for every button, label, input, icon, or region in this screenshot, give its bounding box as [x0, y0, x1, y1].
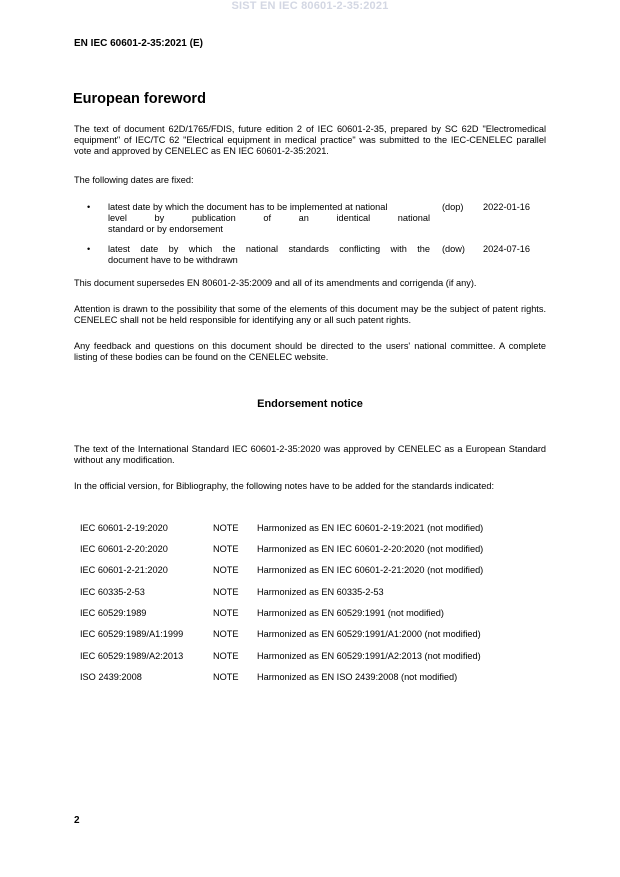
note-text: Harmonized as EN IEC 60601-2-20:2020 (not modified)	[257, 544, 484, 554]
note-label: NOTE	[213, 565, 239, 575]
note-row	[80, 565, 550, 577]
note-row	[80, 629, 550, 641]
note-standard: IEC 60335-2-53	[80, 587, 145, 597]
note-label: NOTE	[213, 544, 239, 554]
watermark: SIST EN IEC 80601-2-35:2021	[231, 0, 389, 12]
note-label: NOTE	[213, 672, 239, 682]
notes-intro: In the official version, for Bibliography, the following notes have to be added for the standards indicated:	[74, 481, 494, 491]
foreword-title: European foreword	[73, 91, 206, 107]
note-standard: IEC 60601-2-20:2020	[80, 544, 168, 554]
note-standard: IEC 60529:1989	[80, 608, 147, 618]
note-label: NOTE	[213, 651, 239, 661]
date-item-text: level by publication of an identical national standard or by endorsement	[108, 213, 430, 234]
date-value: 2022-01-16	[483, 202, 530, 212]
dates-intro: The following dates are fixed:	[74, 175, 194, 185]
note-standard: ISO 2439:2008	[80, 672, 142, 682]
document-header: EN IEC 60601-2-35:2021 (E)	[74, 38, 203, 49]
note-row	[80, 672, 550, 684]
note-text: Harmonized as EN 60529:1991 (not modified)	[257, 608, 444, 618]
note-row	[80, 587, 550, 599]
note-standard: IEC 60529:1989/A2:2013	[80, 651, 184, 661]
note-label: NOTE	[213, 523, 239, 533]
note-row	[80, 544, 550, 556]
note-text: Harmonized as EN 60529:1991/A1:2000 (not modified)	[257, 629, 481, 639]
note-label: NOTE	[213, 608, 239, 618]
date-code: (dow)	[442, 244, 465, 254]
note-label: NOTE	[213, 587, 239, 597]
note-text: Harmonized as EN 60529:1991/A2:2013 (not modified)	[257, 651, 481, 661]
note-row	[80, 651, 550, 663]
bullet-icon: •	[87, 244, 91, 254]
note-row	[80, 523, 550, 535]
date-item-text: latest date by which the national standards conflicting with the document have to be withdrawn	[108, 244, 430, 265]
date-value: 2024-07-16	[483, 244, 530, 254]
note-standard: IEC 60529:1989/A1:1999	[80, 629, 184, 639]
feedback-paragraph: Any feedback and questions on this document should be directed to the users' national committee. A complete listing of these bodies can be found on the CENELEC website.	[74, 341, 546, 362]
foreword-intro: The text of document 62D/1765/FDIS, future edition 2 of IEC 60601-2-35, prepared by SC 62D "Electromedical equipment" of IEC/TC 62 "Electrical equipment in medical practice" was submitted to the IEC-CENELEC parallel vote and approved by CENELEC as EN IEC 60601-2-35:2021.	[74, 124, 546, 156]
note-row	[80, 608, 550, 620]
note-standard: IEC 60601-2-21:2020	[80, 565, 168, 575]
note-text: Harmonized as EN ISO 2439:2008 (not modified)	[257, 672, 458, 682]
page-number: 2	[74, 815, 80, 826]
date-code: (dop)	[442, 202, 464, 212]
date-item-text: latest date by which the document has to be implemented at national	[108, 202, 388, 212]
endorsement-title: Endorsement notice	[257, 398, 363, 410]
supersedes-paragraph: This document supersedes EN 80601-2-35:2009 and all of its amendments and corrigenda (if any).	[74, 278, 477, 288]
note-text: Harmonized as EN 60335-2-53	[257, 587, 384, 597]
endorsement-text: The text of the International Standard IEC 60601-2-35:2020 was approved by CENELEC as a European Standard without any modification.	[74, 444, 546, 465]
bullet-icon: •	[87, 202, 91, 212]
note-text: Harmonized as EN IEC 60601-2-21:2020 (not modified)	[257, 565, 484, 575]
patent-paragraph: Attention is drawn to the possibility that some of the elements of this document may be the subject of patent rights. CENELEC shall not be held responsible for identifying any or all such patent rights.	[74, 304, 546, 325]
note-label: NOTE	[213, 629, 239, 639]
note-standard: IEC 60601-2-19:2020	[80, 523, 168, 533]
note-text: Harmonized as EN IEC 60601-2-19:2021 (not modified)	[257, 523, 484, 533]
